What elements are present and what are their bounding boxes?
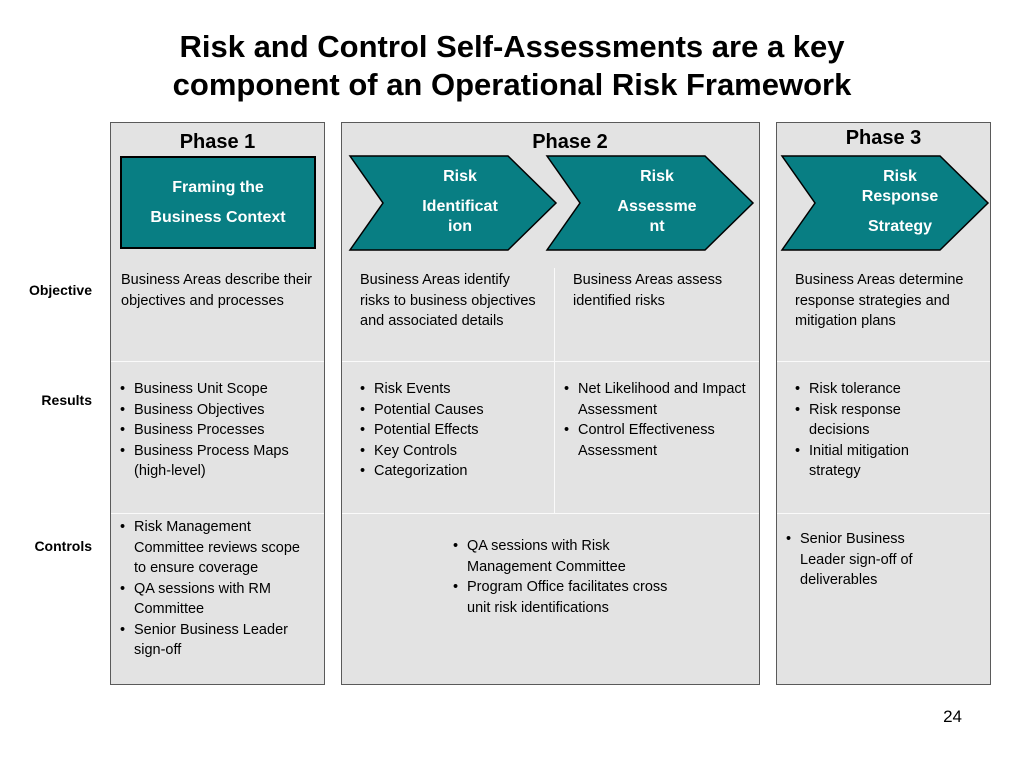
list-item: • Business Process Maps (high-level) (120, 441, 320, 482)
controls-phase2 (453, 536, 668, 618)
list-item: • Business Objectives (120, 400, 320, 421)
page-number: 24 (943, 707, 962, 726)
list-item: • Categorization (360, 461, 545, 482)
list-item: • Net Likelihood and Impact Assessment (564, 379, 749, 420)
list-item: • Risk tolerance (795, 379, 945, 400)
list-item: • Risk Management Committee reviews scope to ensure coverage (120, 517, 310, 579)
results-identification (360, 379, 545, 482)
framing-line-2: Business Context (150, 208, 286, 226)
row-label-objective: Objective (28, 282, 92, 298)
list-item: • QA sessions with Risk Management Committee (453, 536, 668, 577)
list-item: • Program Office facilitates cross unit risk identifications (453, 577, 668, 618)
results-phase3 (795, 379, 945, 482)
risk-response-label: Risk Response Strategy (861, 168, 939, 235)
objective-assessment: Business Areas assess identified risks (573, 272, 723, 309)
controls-phase1 (120, 517, 310, 661)
list-item: • Potential Effects (360, 420, 545, 441)
list-item: • Senior Business Leader sign-off (120, 620, 310, 661)
results-phase1 (120, 379, 320, 482)
title-line-1: Risk and Control Self-Assessments are a key (179, 29, 845, 64)
list-item: • Senior Business Leader sign-off of deliverables (786, 529, 946, 591)
list-item: • Key Controls (360, 441, 545, 462)
results-assessment (564, 379, 749, 461)
list-item: • Initial mitigation strategy (795, 441, 945, 482)
list-item: • Risk response decisions (795, 400, 945, 441)
objective-identification: Business Areas identify risks to business objectives and associated details (360, 272, 536, 329)
row-label-controls: Controls (34, 538, 92, 554)
title-line-2: component of an Operational Risk Framework (172, 67, 852, 102)
objective-phase3: Business Areas determine response strategies and mitigation plans (795, 272, 964, 329)
risk-assessment-label: Risk Assessme nt (617, 168, 697, 235)
list-item: • QA sessions with RM Committee (120, 579, 310, 620)
phase3-header: Phase 3 (845, 127, 922, 149)
list-item: • Control Effectiveness Assessment (564, 420, 749, 461)
list-item: • Business Unit Scope (120, 379, 320, 400)
list-item: • Potential Causes (360, 400, 545, 421)
list-item: • Risk Events (360, 379, 545, 400)
list-item: • Business Processes (120, 420, 320, 441)
objective-phase1: Business Areas describe their objectives and processes (121, 272, 313, 309)
risk-identification-label: Risk Identificat ion (422, 168, 498, 235)
framing-line-1: Framing the (172, 178, 264, 196)
row-label-results: Results (41, 392, 92, 408)
phase2-header: Phase 2 (532, 131, 608, 153)
controls-phase3 (786, 529, 946, 591)
phase1-header: Phase 1 (179, 131, 256, 153)
